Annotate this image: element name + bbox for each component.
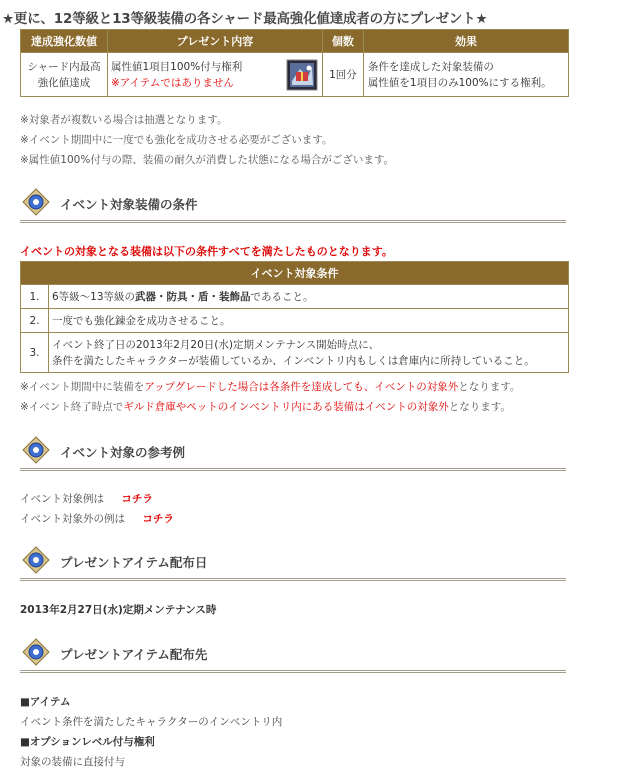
row-text-part: 6等級～13等級の <box>52 290 136 303</box>
table-header: イベント対象条件 <box>21 262 569 285</box>
condition-cell <box>21 53 108 97</box>
distribution-date: 2013年2月27日(水)定期メンテナンス時 <box>20 604 217 616</box>
count-cell: 1回分 <box>322 53 363 97</box>
note-line: ※対象者が複数いる場合は抽選となります。 <box>20 114 228 126</box>
section-title: プレゼントアイテム配布日 <box>60 555 208 570</box>
option-text: 対象の装備に直接付与 <box>20 756 125 768</box>
row-text <box>49 333 569 373</box>
conditions-table <box>20 261 569 373</box>
table-row <box>21 333 569 373</box>
example-label: イベント対象例は <box>20 493 104 505</box>
page-title: ★更に、12等級と13等級装備の各シャード最高強化値達成者の方にプレゼント★ <box>2 11 488 27</box>
nonexample-line <box>20 511 174 526</box>
row-text <box>49 285 569 309</box>
section-header-date <box>20 546 566 581</box>
present-item-icon <box>286 59 318 91</box>
note-part: となります。 <box>458 381 521 393</box>
section-title: イベント対象の参考例 <box>60 445 186 460</box>
blue-crest-emblem-icon <box>22 436 50 464</box>
conditions-lead: イベントの対象となる装備は以下の条件すべてを満たしたものとなります。 <box>20 245 393 258</box>
row-number: 1. <box>21 285 49 309</box>
blue-crest-emblem-icon <box>22 546 50 574</box>
effect-line: 条件を達成した対象装備の <box>367 60 494 73</box>
notes-list <box>20 110 394 170</box>
row-text: 一度でも強化錬金を成功させること。 <box>49 309 569 333</box>
row-text-bold: 武器・防具・盾・装飾品 <box>135 290 251 303</box>
content-note: ※アイテムではありません <box>111 76 234 89</box>
blue-crest-emblem-icon <box>22 638 50 666</box>
note-part: ※イベント終了時点で <box>20 401 124 413</box>
section-title: プレゼントアイテム配布先 <box>60 647 208 662</box>
note-line: ※属性値100%付与の際、装備の耐久が消費した状態になる場合がございます。 <box>20 154 394 166</box>
item-text: イベント条件を満たしたキャラクターのインベントリ内 <box>20 716 283 728</box>
table-row <box>21 285 569 309</box>
section-title: イベント対象装備の条件 <box>60 197 198 212</box>
content-cell <box>108 53 282 97</box>
table-row <box>21 309 569 333</box>
note-red-part: ギルド倉庫やペットのインベントリ内にある装備はイベントの対象外 <box>123 401 449 413</box>
column-header: プレゼント内容 <box>108 30 323 53</box>
option-heading: ■オプションレベル付与権利 <box>20 736 155 748</box>
conditions-notes <box>20 377 520 417</box>
row-text-part: であること。 <box>250 290 314 303</box>
row-text-line: イベント終了日の2013年2月20日(水)定期メンテナンス開始時点に、 <box>52 338 380 351</box>
condition-line: 強化値達成 <box>37 76 91 89</box>
row-number: 2. <box>21 309 49 333</box>
row-text-line: 条件を満たしたキャラクターが装備しているか、インベントリ内もしくは倉庫内に所持していること。 <box>52 354 535 367</box>
section-header-examples <box>20 436 566 471</box>
column-header: 達成強化数値 <box>21 30 108 53</box>
item-heading: ■アイテム <box>20 696 71 708</box>
column-header: 個数 <box>322 30 363 53</box>
row-number: 3. <box>21 333 49 373</box>
effect-line: 属性値を1項目のみ100%にする権利。 <box>367 76 552 89</box>
example-line <box>20 491 153 506</box>
effect-cell <box>363 53 568 97</box>
note-line: ※イベント期間中に一度でも強化を成功させる必要がございます。 <box>20 134 333 146</box>
example-link[interactable]: コチラ <box>121 493 153 505</box>
column-header: 効果 <box>363 30 568 53</box>
note-part: ※イベント期間中に装備を <box>20 381 145 393</box>
nonexample-link[interactable]: コチラ <box>142 513 174 525</box>
note-red-part: アップグレードした場合は各条件を達成しても、イベントの対象外 <box>144 381 459 393</box>
blue-crest-emblem-icon <box>22 188 50 216</box>
section-header-conditions <box>20 188 566 223</box>
nonexample-label: イベント対象外の例は <box>20 513 125 525</box>
note-line <box>20 377 520 397</box>
condition-line: シャード内最高 <box>27 60 101 73</box>
item-thumb-cell <box>282 53 323 97</box>
note-line <box>20 397 520 417</box>
present-table <box>20 29 569 97</box>
section-header-destination <box>20 638 566 673</box>
note-part: となります。 <box>448 401 511 413</box>
content-text: 属性値1項目100%付与権利 <box>111 60 243 73</box>
